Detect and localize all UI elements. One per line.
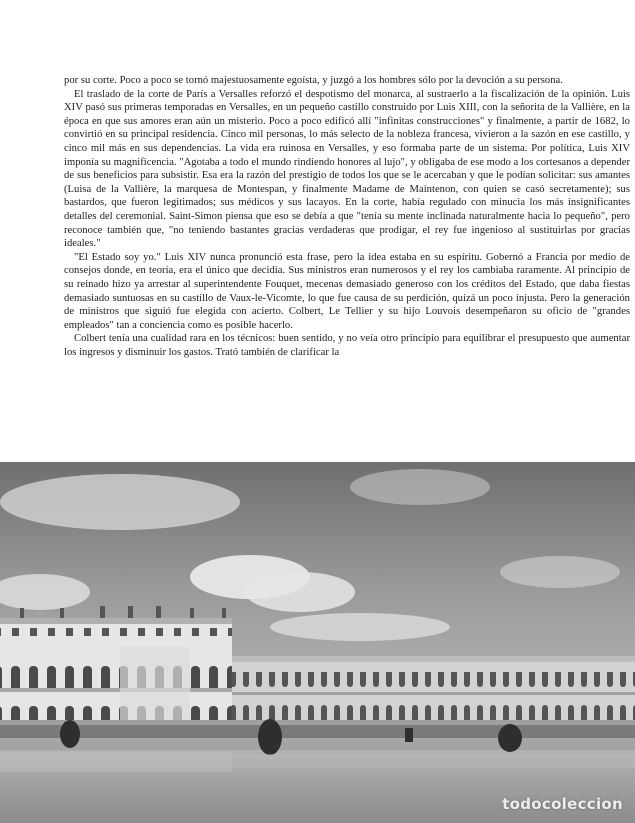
paragraph-3: "El Estado soy yo." Luis XIV nunca pronunció esta frase, pero la idea estaba en su espíritu. Gobernó a Francia por medio de consejos donde, en teoría, era el único que decidía. Sus ministros eran numerosos y el rey los cambiaba raramente. Al principio de su reinado hizo ya arrestar al superintendente Fouquet, mecenas demasiado generoso con los créditos del Estado, que daba fiestas demasiado suntuosas en su castillo de Vaux-le-Vicomte, lo que fue causa de su perdición, quizá un poco injusta. Pero la generación de ministros que siguió fue elegida con acierto. Colbert, Le Tellier y su hijo Louvois desempeñaron su oficio de "grandes empleados" tan a conciencia como es posible hacerlo.	[64, 251, 630, 331]
paragraph-2: El traslado de la corte de París a Versalles reforzó el despotismo del monarca, al sustraerlo a la fiscalización de la opinión. Luis XIV pasó sus primeras temporadas en Versalles, en un pequeño castillo construido por Luis XIII, con la señorita de la Vallière, en la época en que sus amores eran aún un misterio. Poco a poco edificó allí "infinitas construcciones" y finalmente, a partir de 1682, lo convirtió en su principal residencia. Cinco mil personas, lo más selecto de la nobleza francesa, vivieron a la sazón en ese castillo, y cinco mil más en sus dependencias. La vida era ruinosa en Versalles, y eso formaba parte de un sistema. Por política, Luis XIV imponía su magnificencia. "Agotaba a todo el mundo rindiendo honores al lujo", y obligaba de ese modo a los cortesanos a depender de sus beneficios para subsistir. Esa era la razón del prestigio de todos los que se le acercaban y que le podían solicitar: sus amantes (Luisa de la Vallière, la marquesa de Montespan, y finalmente Madame de Maintenon, con quien se casó secretamente); sus bastardos, que fueron legitimados; sus médicos y sus lacayos. En la corte, había regulado con minucia los más insignificantes detalles del ceremonial. Saint-Simon piensa que eso se debía a que "tenía su mente inclinada naturalmente hacia lo pequeño", pero reconoce también que, "no teniendo bastantes gracias verdaderas que prodigar, el rey fue ingenioso al sustituirlas por gracias ideales."	[64, 88, 630, 250]
paragraph-4: Colbert tenía una cualidad rara en los técnicos: buen sentido, y no veía otro principio para equilibrar el presupuesto que aumentar los ingresos y disminuir los gastos. Trató también de clarificar la	[64, 333, 630, 358]
palace-illustration	[0, 462, 635, 823]
paragraph-1: por su corte. Poco a poco se tornó majestuosamente egoísta, y juzgó a los hombres sólo por la devoción a su persona.	[64, 75, 563, 86]
versailles-palace-photo	[0, 462, 635, 823]
body-text	[64, 74, 630, 359]
watermark-text: todocoleccion	[502, 795, 623, 813]
